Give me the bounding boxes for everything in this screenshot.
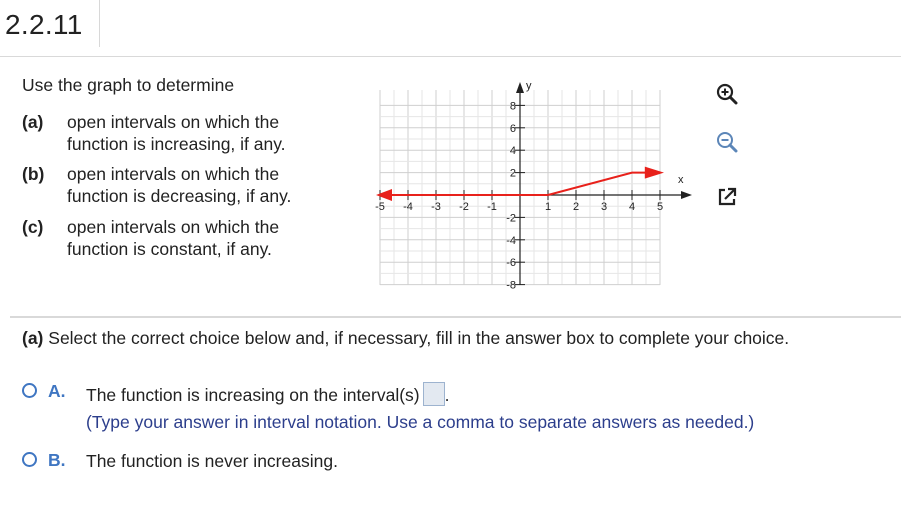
x-axis-arrow <box>681 191 692 199</box>
question-part-line: function is increasing, if any. <box>67 134 286 154</box>
interval-answer-input[interactable] <box>423 382 445 406</box>
x-tick-label: -1 <box>487 201 497 213</box>
question-part-line: function is decreasing, if any. <box>67 186 292 206</box>
choice-b-text: The function is never increasing. <box>86 451 338 471</box>
question-part-line: open intervals on which the <box>67 164 280 184</box>
question-part-label: (b) <box>22 164 45 184</box>
choice-a-letter: A. <box>48 381 66 401</box>
part-a-prompt <box>22 328 789 349</box>
x-tick-label: 4 <box>628 201 636 213</box>
x-tick-label: 5 <box>656 201 664 213</box>
y-tick-label: 8 <box>509 100 516 113</box>
y-tick-label: -8 <box>506 279 516 292</box>
zoom-in-button[interactable] <box>712 79 742 109</box>
x-tick-label: -2 <box>459 201 469 213</box>
popout-button[interactable] <box>712 182 742 212</box>
y-tick-label: -6 <box>506 257 516 270</box>
x-tick-label: 1 <box>544 201 552 213</box>
choice-a-text: The function is increasing on the interval(s) <box>86 385 420 405</box>
x-tick-label: -5 <box>375 201 385 213</box>
question-part-line: open intervals on which the <box>67 112 280 132</box>
problem-number-box <box>0 0 100 47</box>
question-part-line: function is constant, if any. <box>67 239 272 259</box>
y-tick-label: -4 <box>506 234 516 247</box>
question-part-line: open intervals on which the <box>67 217 280 237</box>
choice-b-radio[interactable] <box>22 452 37 467</box>
x-axis-label: x <box>678 174 684 186</box>
question-part-label: (a) <box>22 112 44 132</box>
y-axis-label: y <box>526 80 532 92</box>
header-divider <box>0 56 901 57</box>
y-tick-label: 6 <box>509 122 516 135</box>
question-part-label: (c) <box>22 217 44 237</box>
curve-right-arrow <box>645 167 664 179</box>
popout-icon <box>716 186 738 208</box>
x-tick-label: -4 <box>403 201 413 213</box>
function-graph <box>370 80 700 295</box>
section-divider <box>10 316 901 318</box>
problem-number: 2.2.11 <box>5 9 83 40</box>
y-tick-label: 4 <box>509 145 516 158</box>
x-tick-label: -3 <box>431 201 441 213</box>
graph-axes <box>380 80 692 285</box>
zoom-out-button[interactable] <box>712 127 742 157</box>
choice-b-letter: B. <box>48 450 66 470</box>
y-tick-label: 2 <box>509 167 516 180</box>
part-a-label: (a) <box>22 328 44 348</box>
question-intro: Use the graph to determine <box>22 75 235 95</box>
part-a-instruction: Select the correct choice below and, if necessary, fill in the answer box to complete your choice. <box>48 328 790 348</box>
y-axis-arrow <box>516 82 524 93</box>
x-tick-label: 2 <box>572 201 580 213</box>
choice-a-period: . <box>444 385 450 405</box>
zoom-in-icon <box>716 83 738 105</box>
choice-a-hint: (Type your answer in interval notation. Use a comma to separate answers as needed.) <box>86 412 755 432</box>
zoom-out-icon <box>716 131 738 153</box>
x-tick-label: 3 <box>600 201 608 213</box>
choice-a-radio[interactable] <box>22 383 37 398</box>
y-tick-label: -2 <box>506 212 516 225</box>
